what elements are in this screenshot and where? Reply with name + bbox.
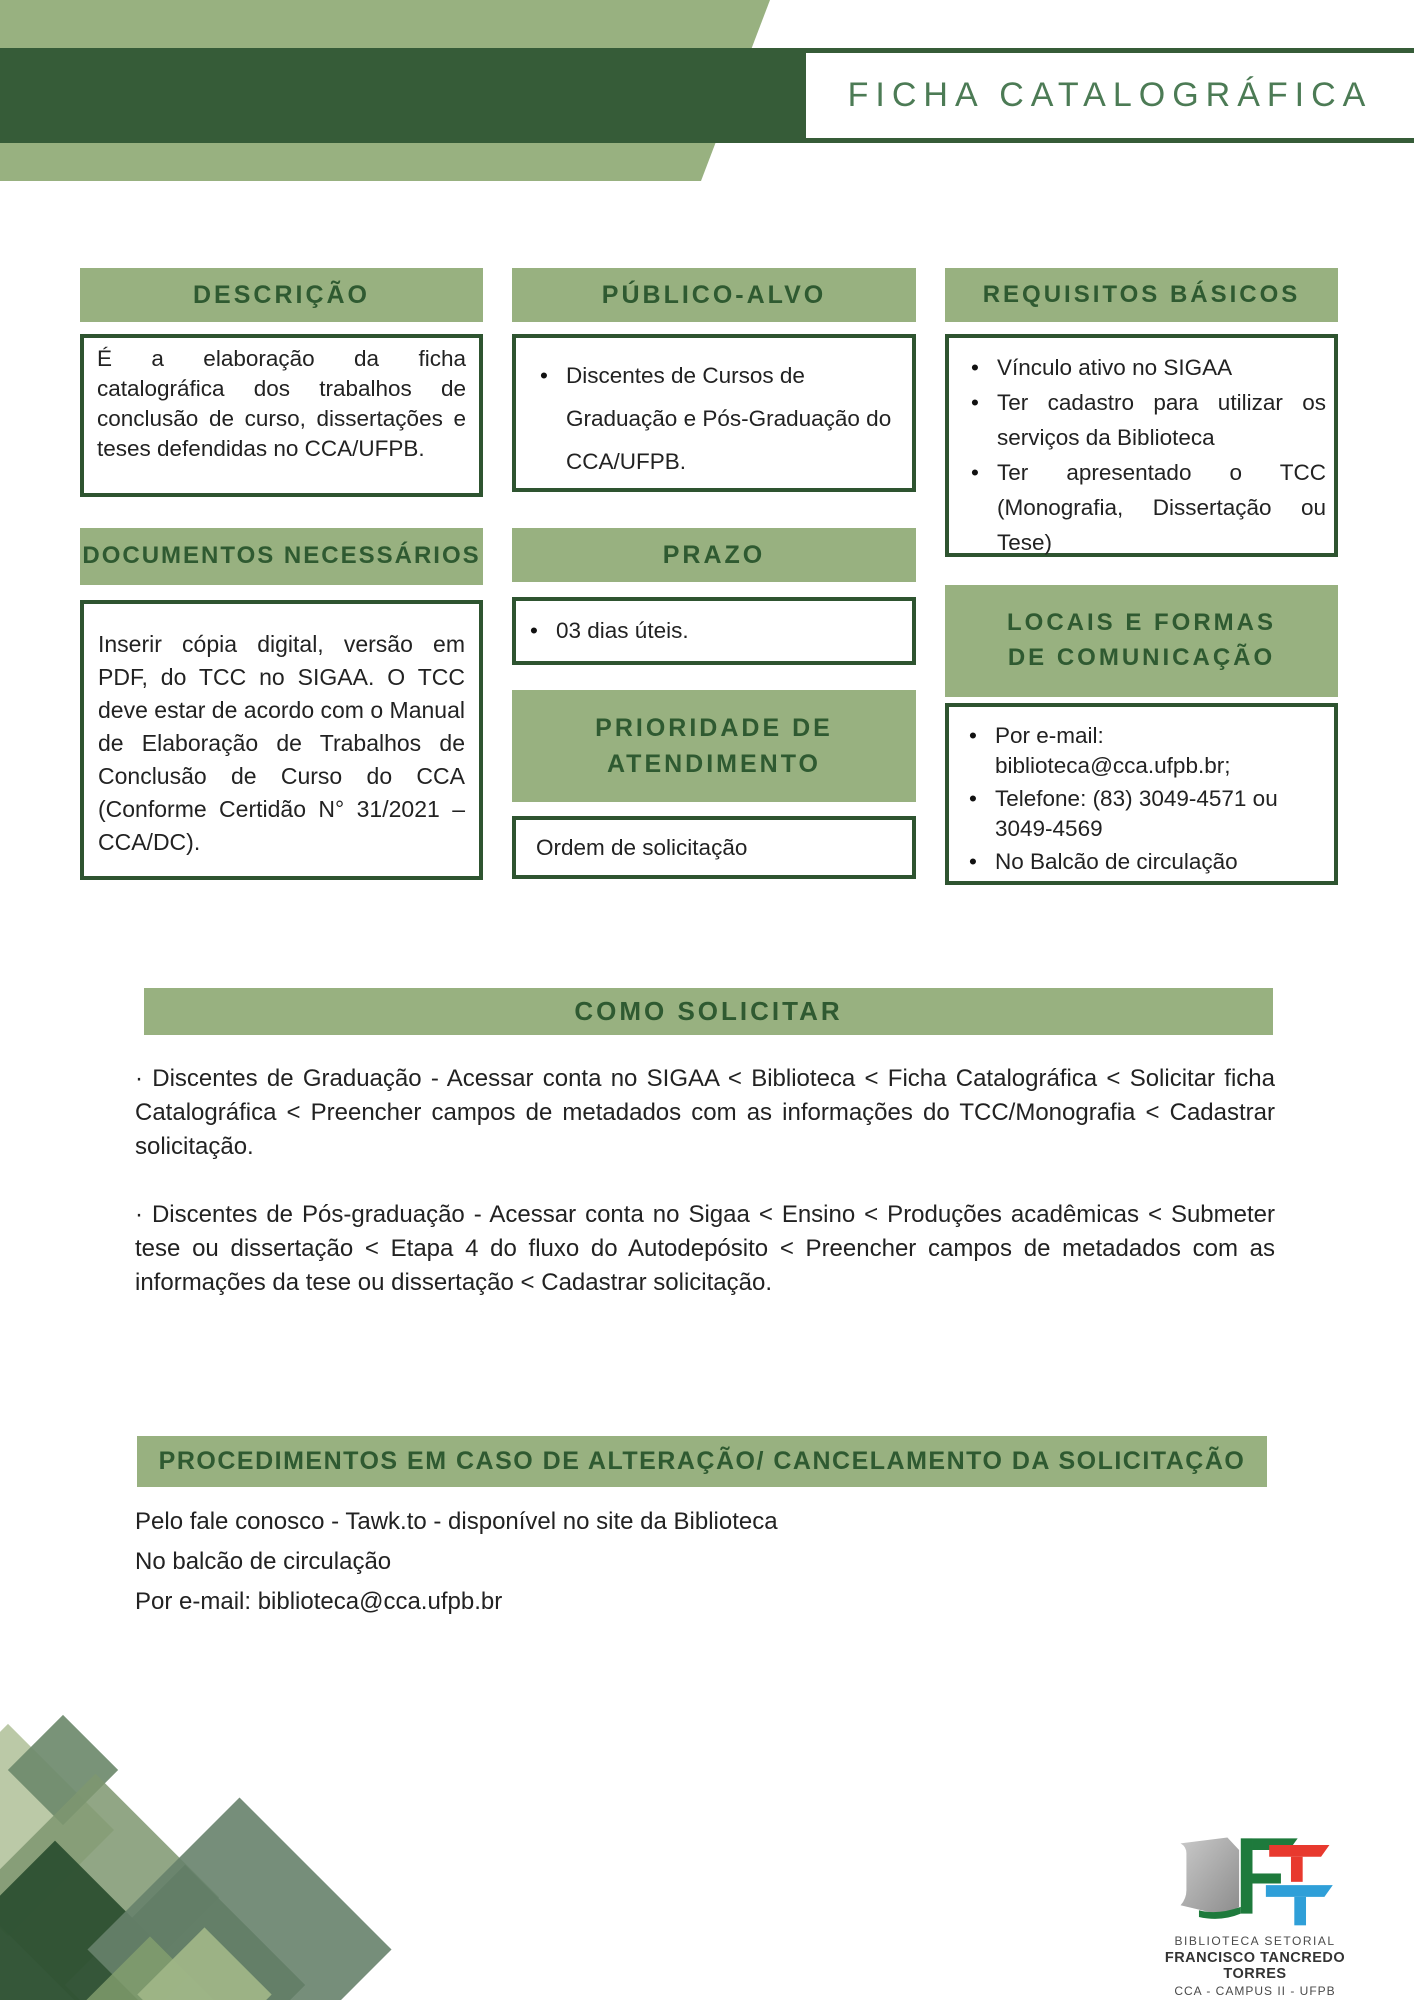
section-header-procedimentos <box>137 1436 1267 1487</box>
requisitos-item: • Ter apresentado o TCC (Monografia, Dissertação ou Tese) <box>957 455 1326 560</box>
section-header-como-solicitar <box>144 988 1273 1035</box>
section-header-locais-label: LOCAIS E FORMAS DE COMUNICAÇÃO <box>1006 609 1276 671</box>
card-locais <box>945 703 1338 885</box>
requisitos-item: • Vínculo ativo no SIGAA <box>957 350 1326 385</box>
card-requisitos <box>945 334 1338 557</box>
library-logo-icon <box>1175 1835 1335 1927</box>
prazo-item: • 03 dias úteis. <box>516 618 912 644</box>
section-header-documentos-label: DOCUMENTOS NECESSÁRIOS <box>82 542 481 570</box>
library-logo <box>1140 1835 1370 1998</box>
section-header-documentos <box>80 528 483 585</box>
logo-line-biblioteca-setorial: BIBLIOTECA SETORIAL <box>1174 1934 1336 1948</box>
locais-item: • Telefone: (83) 3049-4571 ou 3049-4569 <box>955 784 1328 844</box>
section-header-como-solicitar-label: COMO SOLICITAR <box>574 995 843 1026</box>
card-descricao-text: É a elaboração da ficha catalográfica dos trabalhos de conclusão de curso, dissertações e teses defendidas no CCA/UFPB. <box>97 346 466 461</box>
card-prioridade-text: Ordem de solicitação <box>536 834 748 860</box>
section-header-descricao <box>80 268 483 322</box>
procedimentos-line: Pelo fale conosco - Tawk.to - disponível no site da Biblioteca <box>135 1508 778 1535</box>
como-solicitar-paragraph-graduacao: · Discentes de Graduação - Acessar conta no SIGAA < Biblioteca < Ficha Catalográfica < Solicitar ficha Catalográfica < Preencher campos de metadados com as informações do TCC/Monografia < Cadastrar solicitação. <box>135 1065 1275 1160</box>
logo-line-francisco-tancredo-torres: FRANCISCO TANCREDO TORRES <box>1164 1950 1346 1982</box>
card-documentos-text: Inserir cópia digital, versão em PDF, do TCC no SIGAA. O TCC deve estar de acordo com o Manual de Elaboração de Trabalhos de Conclusão de Curso do CCA (Conforme Certidão N° 31/2021 – CCA/DC). <box>98 631 465 855</box>
page-title-box <box>806 48 1414 143</box>
section-header-requisitos-label: REQUISITOS BÁSICOS <box>982 280 1301 308</box>
locais-item: • No Balcão de circulação <box>955 847 1328 877</box>
section-header-prazo-label: PRAZO <box>662 540 766 569</box>
procedimentos-lines <box>135 1502 1275 1622</box>
card-descricao <box>80 334 483 497</box>
header-dark-band <box>0 48 806 143</box>
page-title: FICHA CATALOGRÁFICA <box>847 76 1373 114</box>
section-header-prioridade <box>512 690 916 802</box>
procedimentos-line: No balcão de circulação <box>135 1548 392 1575</box>
procedimentos-line: Por e-mail: biblioteca@cca.ufpb.br <box>135 1588 503 1615</box>
section-header-requisitos <box>945 268 1338 322</box>
section-header-prazo <box>512 528 916 582</box>
section-header-procedimentos-label: PROCEDIMENTOS EM CASO DE ALTERAÇÃO/ CANCELAMENTO DA SOLICITAÇÃO <box>158 1447 1246 1476</box>
section-header-publico-alvo-label: PÚBLICO-ALVO <box>601 280 827 309</box>
card-documentos <box>80 600 483 880</box>
como-solicitar-paragraph-pos-graduacao: · Discentes de Pós-graduação - Acessar conta no Sigaa < Ensino < Produções acadêmicas < Submeter tese ou dissertação < Etapa 4 do fluxo do Autodepósito < Preencher campos de metadados com as informações da tese ou dissertação < Cadastrar solicitação. <box>135 1201 1275 1296</box>
logo-line-cca-campus: CCA - CAMPUS II - UFPB <box>1174 1984 1336 1998</box>
locais-item: • Por e-mail: biblioteca@cca.ufpb.br; <box>955 721 1328 781</box>
card-publico-alvo <box>512 334 916 492</box>
section-header-descricao-label: DESCRIÇÃO <box>192 280 370 309</box>
section-header-locais <box>945 585 1338 697</box>
section-header-publico-alvo <box>512 268 916 322</box>
requisitos-item: • Ter cadastro para utilizar os serviços da Biblioteca <box>957 385 1326 455</box>
section-header-prioridade-label: PRIORIDADE DE ATENDIMENTO <box>595 713 833 778</box>
card-prioridade <box>512 816 916 879</box>
card-prazo <box>512 597 916 665</box>
publico-alvo-item: • Discentes de Cursos de Graduação e Pós-Graduação do CCA/UFPB. <box>526 354 902 483</box>
